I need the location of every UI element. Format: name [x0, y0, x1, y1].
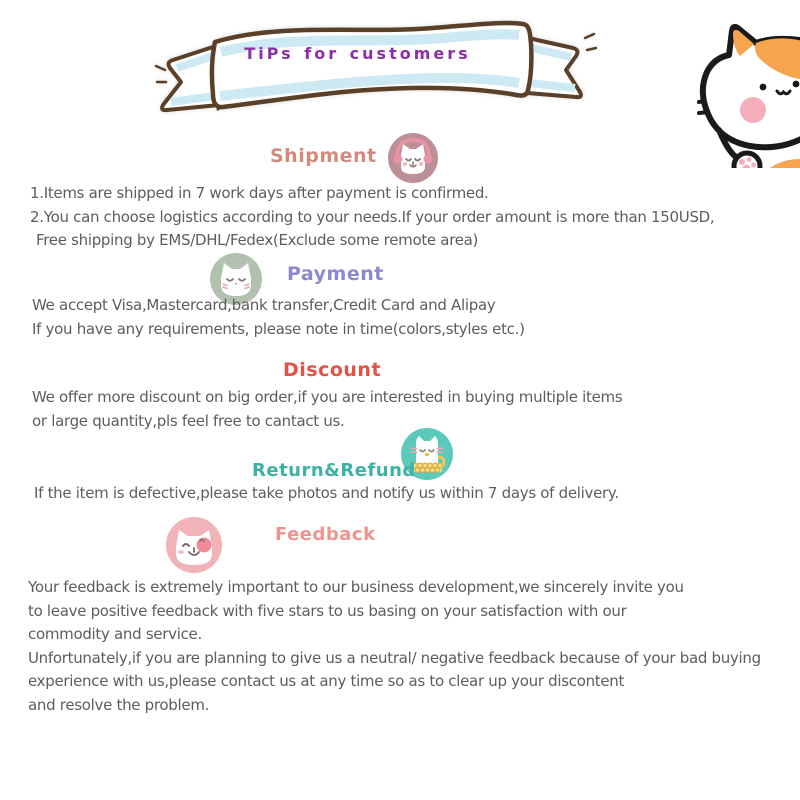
section-title-discount: Discount [283, 359, 382, 381]
section-title-shipment: Shipment [270, 145, 377, 167]
text-line: commodity and service. [28, 625, 202, 643]
text-line: or large quantity,pls feel free to cantact us. [32, 411, 345, 430]
text-line: If the item is defective,please take photos and notify us within 7 days of delivery. [34, 484, 619, 502]
text-line: If you have any requirements, please note in time(colors,styles etc.) [32, 319, 525, 338]
feedback-text [28, 576, 761, 717]
section-title-return-refund: Return&Refund [252, 460, 416, 481]
shipment-text [30, 182, 714, 253]
banner [153, 4, 597, 132]
ribbon-banner-icon [153, 4, 597, 132]
text-line: and resolve the problem. [28, 695, 210, 714]
text-line: Your feedback is extremely important to our business development,we sincerely invite you [28, 578, 684, 596]
mascot-cat-icon [695, 18, 800, 168]
text-line: We accept Visa,Mastercard,bank transfer,Credit Card and Alipay [32, 296, 496, 314]
text-line: Free shipping by EMS/DHL/Fedex(Exclude some remote area) [36, 231, 479, 249]
section-title-payment: Payment [287, 263, 384, 285]
return-refund-text [34, 482, 619, 506]
text-line: experience with us,please contact us at any time so as to clear up your discontent [28, 672, 625, 690]
cat-headphones-icon [386, 131, 440, 185]
section-title-feedback: Feedback [275, 524, 376, 545]
payment-text [32, 294, 525, 341]
text-line: 1.Items are shipped in 7 work days after payment is confirmed. [30, 184, 489, 202]
cat-wink-icon [164, 515, 224, 575]
discount-text [32, 386, 622, 433]
text-line: 2.You can choose logistics according to your needs.If your order amount is more than 150USD, [30, 207, 715, 226]
banner-title: TiPs for customers [244, 44, 471, 63]
text-line: We offer more discount on big order,if you are interested in buying multiple items [32, 388, 623, 406]
text-line: to leave positive feedback with five stars to us basing on your satisfaction with our [28, 601, 627, 620]
text-line: Unfortunately,if you are planning to give us a neutral/ negative feedback because of your bad buying [28, 648, 761, 667]
